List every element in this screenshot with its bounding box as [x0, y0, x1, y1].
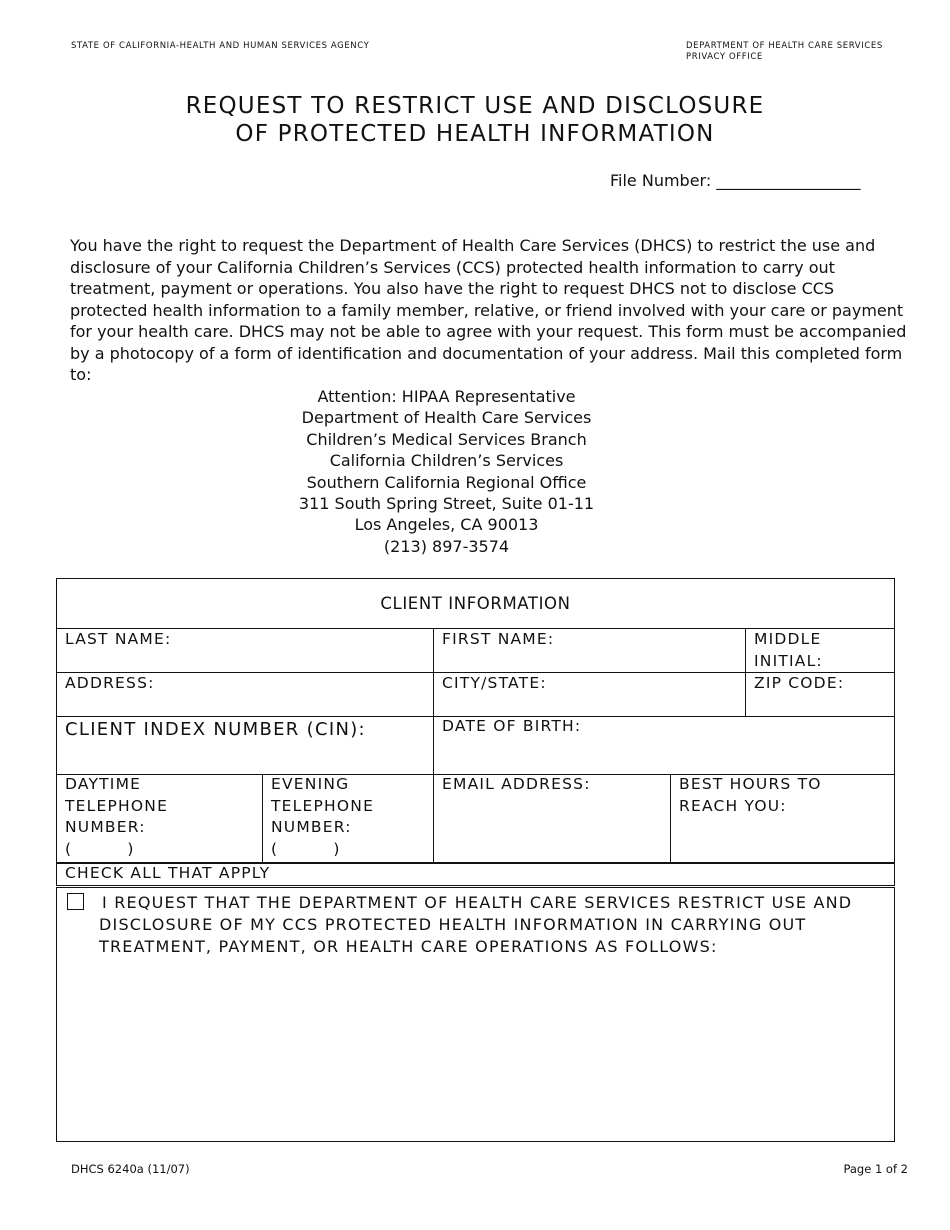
address-line: Los Angeles, CA 90013 [354, 515, 539, 535]
intro-paragraph: You have the right to request the Department of Health Care Services (DHCS) to restrict the use and disclosure of your California Children’s Services (CCS) protected health information to carry out treatment, payment or operations. You also have the right to request DHCS not to disclose CCS protected health information to a family member, relative, or friend involved with your care or payment for your health care. DHCS may not be able to agree with your request. This form must be accompanied by a photocopy of a form of identification and documentation of your address. Mail this completed form to: [70, 236, 907, 384]
form-title-line1: REQUEST TO RESTRICT USE AND DISCLOSURE [185, 93, 765, 119]
cin-field[interactable]: CLIENT INDEX NUMBER (CIN): [65, 719, 366, 740]
department-block [686, 41, 883, 63]
daytime-phone-label: DAYTIME [65, 775, 142, 793]
table-divider [262, 774, 263, 863]
department-name: DEPARTMENT OF HEALTH CARE SERVICES [686, 41, 883, 51]
email-address-field[interactable]: EMAIL ADDRESS: [442, 775, 591, 793]
file-number-blank[interactable]: __________________ [716, 171, 861, 190]
address-line: Children’s Medical Services Branch [306, 429, 587, 449]
file-number-field[interactable] [610, 171, 860, 190]
agency-name: STATE OF CALIFORNIA-HEALTH AND HUMAN SERVICES AGENCY [71, 41, 370, 51]
middle-initial-field[interactable] [754, 629, 823, 672]
zip-code-field[interactable]: ZIP CODE: [754, 674, 845, 692]
form-id: DHCS 6240a (11/07) [71, 1162, 190, 1176]
file-number-label: File Number: [610, 171, 712, 190]
date-of-birth-field[interactable]: DATE OF BIRTH: [442, 717, 582, 735]
evening-phone-label: NUMBER: [271, 818, 352, 836]
evening-phone-label: EVENING [271, 775, 350, 793]
address-line: Southern California Regional Office [306, 472, 587, 492]
first-name-field[interactable]: FIRST NAME: [442, 630, 555, 648]
office-name: PRIVACY OFFICE [686, 52, 763, 62]
best-hours-field[interactable] [679, 774, 822, 817]
city-state-field[interactable]: CITY/STATE: [442, 674, 547, 692]
daytime-phone-field[interactable] [65, 774, 168, 860]
restriction-request-checkbox[interactable] [67, 893, 84, 910]
address-line: (213) 897-3574 [383, 536, 510, 556]
middle-initial-label: INITIAL: [754, 651, 823, 670]
daytime-phone-label: NUMBER: [65, 818, 146, 836]
evening-phone-area-code[interactable]: ( ) [271, 839, 341, 858]
daytime-phone-area-code[interactable]: ( ) [65, 839, 135, 858]
best-hours-label: REACH YOU: [679, 796, 787, 815]
table-divider [670, 774, 671, 863]
daytime-phone-label: TELEPHONE [65, 796, 169, 815]
mailing-address [0, 386, 893, 557]
middle-initial-label: MIDDLE [754, 630, 822, 648]
address-line: California Children’s Services [329, 451, 564, 471]
page-number: Page 1 of 2 [843, 1162, 908, 1176]
table-divider [433, 628, 434, 863]
evening-phone-field[interactable] [271, 774, 374, 860]
last-name-field[interactable]: LAST NAME: [65, 630, 172, 648]
evening-phone-label: TELEPHONE [271, 796, 375, 815]
client-info-heading: CLIENT INFORMATION [380, 594, 571, 613]
table-divider [745, 628, 746, 716]
form-title [0, 92, 950, 148]
address-field[interactable]: ADDRESS: [65, 674, 155, 692]
check-all-heading: CHECK ALL THAT APPLY [65, 864, 271, 882]
address-line: Department of Health Care Services [301, 408, 592, 428]
address-line: Attention: HIPAA Representative [317, 387, 576, 406]
restriction-request-text: I REQUEST THAT THE DEPARTMENT OF HEALTH CARE SERVICES RESTRICT USE AND DISCLOSURE OF MY CCS PROTECTED HEALTH INFORMATION IN CARRYING OUT TREATMENT, PAYMENT, OR HEALTH CARE OPERATIONS AS FOLLOWS: [99, 893, 853, 956]
address-line: 311 South Spring Street, Suite 01-11 [298, 494, 595, 514]
form-title-line2: OF PROTECTED HEALTH INFORMATION [235, 121, 715, 147]
best-hours-label: BEST HOURS TO [679, 775, 822, 793]
